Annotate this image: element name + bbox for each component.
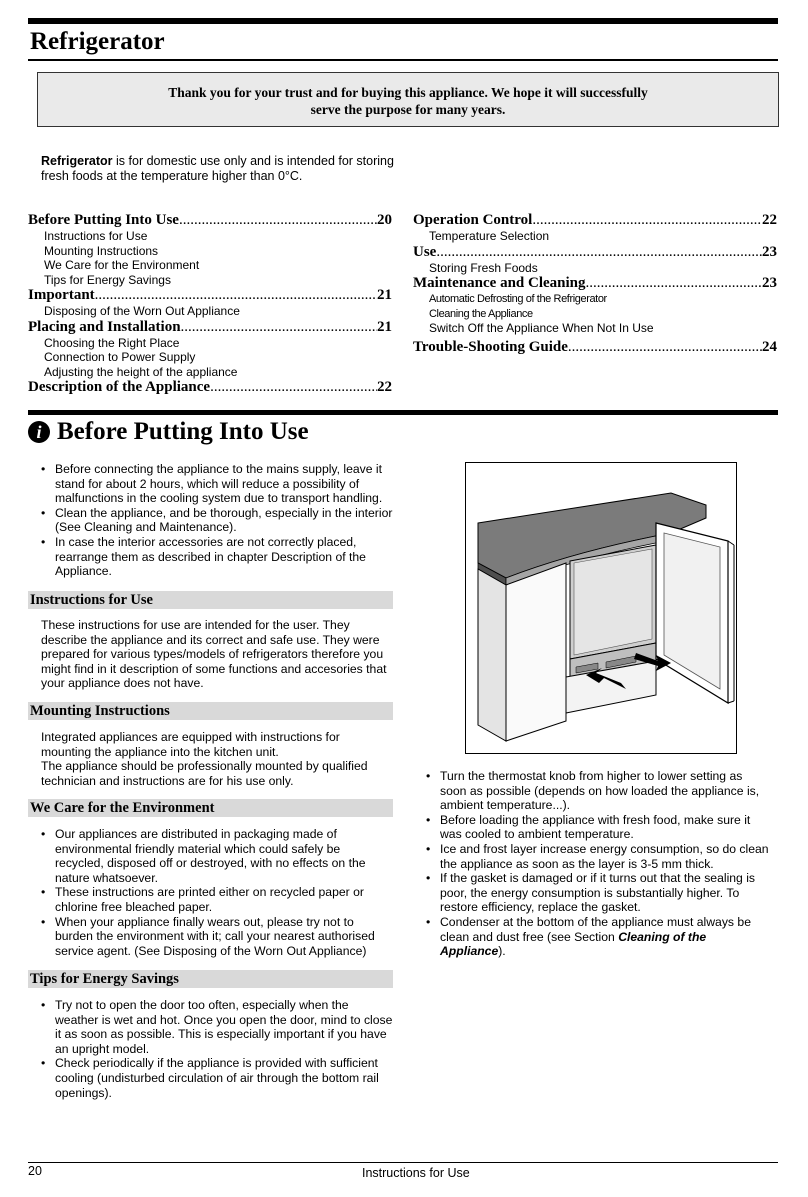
- list-item: • If the gasket is damaged or if it turns out that the sealing is poor, the energy consumption is substantially higher. To restore efficiency, replace the gasket.: [426, 871, 771, 915]
- toc-sub-item[interactable]: Tips for Energy Savings: [44, 272, 171, 287]
- environment-heading: We Care for the Environment: [28, 799, 393, 817]
- appliance-drawing: [466, 463, 736, 753]
- mounting-heading: Mounting Instructions: [28, 702, 393, 720]
- list-item: • Condenser at the bottom of the appliance must always be clean and dust free (see Section Cleaning of the Appliance).: [426, 915, 771, 959]
- section-title: Before Putting Into Use: [57, 418, 309, 445]
- toc-sub-item[interactable]: Storing Fresh Foods: [429, 260, 538, 275]
- title-rule: [28, 59, 778, 61]
- intro-paragraph: [41, 154, 401, 184]
- list-item: • Ice and frost layer increase energy consumption, so do clean the appliance as soon as the layer is 3-5 mm thick.: [426, 842, 771, 871]
- toc-entry[interactable]: Use ..... 23: [413, 244, 777, 261]
- toc-left: [28, 212, 392, 396]
- toc-entry[interactable]: Maintenance and Cleaning ..... 23: [413, 275, 777, 292]
- toc-sub-item[interactable]: Disposing of the Worn Out Appliance: [44, 304, 240, 318]
- list-item: • Before loading the appliance with fresh food, make sure it was cooled to ambient temperature.: [426, 813, 771, 842]
- info-icon: i: [28, 421, 50, 443]
- toc-sub-item[interactable]: Temperature Selection: [429, 229, 550, 243]
- list-item: • Clean the appliance, and be thorough, especially in the interior (See Cleaning and Maintenance).: [41, 506, 393, 535]
- document-title: Refrigerator: [30, 28, 165, 55]
- instructions-text: These instructions for use are intended for the user. They describe the appliance and its correct and safe use. They were prepared for various types/models of refrigerators therefore you might find in it description of some functions and accesories that your appliance does not have.: [41, 618, 387, 691]
- section-heading: [28, 418, 309, 446]
- toc-entry[interactable]: Trouble-Shooting Guide ..... 24: [413, 339, 777, 356]
- toc-entry[interactable]: Operation Control ..... 22: [413, 212, 777, 229]
- mounting-line-1: Integrated appliances are equipped with instructions for mounting the appliance into the kitchen unit.: [41, 730, 340, 759]
- toc-entry[interactable]: Important ..... 21: [28, 287, 392, 304]
- list-item: • When your appliance finally wears out, please try not to burden the environment with it; call your nearest authorised service agent. (See Disposing of the Worn Out Appliance): [41, 915, 381, 959]
- list-item: • These instructions are printed either on recycled paper or chlorine free bleached paper.: [41, 885, 381, 914]
- mounting-line-2: The appliance should be professionally mounted by qualified technician and instructions are for his use only.: [41, 759, 368, 788]
- toc-sub-item[interactable]: Switch Off the Appliance When Not In Use: [429, 321, 654, 335]
- list-item: • Before connecting the appliance to the mains supply, leave it stand for about 2 hours, which will reduce a possibility of malfunctions in the cooling system due to transport handling.: [41, 462, 393, 506]
- mounting-text: [41, 730, 393, 788]
- footer-rule: [28, 1162, 778, 1163]
- cross-reference[interactable]: Cleaning of the Appliance: [440, 929, 707, 959]
- list-item: • Check periodically if the appliance is provided with sufficient cooling (undisturbed circulation of air through the bottom rail openings).: [41, 1056, 393, 1100]
- toc-sub-item[interactable]: Instructions for Use: [44, 229, 148, 243]
- toc-sub-item[interactable]: Connection to Power Supply: [44, 350, 196, 364]
- instructions-heading: Instructions for Use: [28, 591, 393, 609]
- thank-you-box: [37, 72, 779, 127]
- list-item: • Turn the thermostat knob from higher to lower setting as soon as possible (depends on how loaded the appliance is, ambient temperature...).: [426, 769, 771, 813]
- environment-bullets: [41, 827, 381, 958]
- list-item: • In case the interior accessories are not correctly placed, rearrange them as described in chapter Description of the Appliance.: [41, 535, 393, 579]
- section-rule: [28, 410, 778, 415]
- right-bullets: [426, 769, 771, 959]
- toc-sub-item[interactable]: Cleaning the Appliance: [429, 307, 533, 320]
- toc-right: [413, 212, 777, 356]
- toc-sub-item[interactable]: Mounting Instructions: [44, 243, 159, 258]
- energy-heading: Tips for Energy Savings: [28, 970, 393, 988]
- intro-bullets: [41, 462, 393, 579]
- toc-sub-item[interactable]: Choosing the Right Place: [44, 335, 180, 350]
- list-item: • Try not to open the door too often, especially when the weather is wet and hot. Once you open the door, mind to close it as soon as possible. This is especially important if you have an upright model.: [41, 998, 393, 1056]
- appliance-illustration: [465, 462, 737, 754]
- toc-entry[interactable]: Placing and Installation ..... 21: [28, 319, 392, 336]
- toc-sub-item[interactable]: Adjusting the height of the appliance: [44, 364, 238, 379]
- intro-text: is for domestic use only and is intended for storing fresh foods at the temperature higher than 0°C.: [41, 154, 394, 183]
- thank-you-line-2: serve the purpose for many years.: [310, 102, 506, 117]
- toc-sub-item[interactable]: We Care for the Environment: [44, 258, 200, 272]
- list-item: • Our appliances are distributed in packaging made of environmental friendly material which could safely be recycled, disposed off or destroyed, with no effects on the nature whatsoever.: [41, 827, 381, 885]
- page-number: 20: [28, 1164, 42, 1178]
- intro-bold: Refrigerator: [41, 154, 113, 168]
- toc-entry[interactable]: Description of the Appliance ..... 22: [28, 379, 392, 396]
- toc-sub-item[interactable]: Automatic Defrosting of the Refrigerator: [429, 293, 607, 305]
- thank-you-line-1: Thank you for your trust and for buying this appliance. We hope it will successfully: [168, 85, 648, 100]
- top-rule: [28, 18, 778, 24]
- toc-entry[interactable]: Before Putting Into Use ..... 20: [28, 212, 392, 229]
- energy-bullets: [41, 998, 393, 1100]
- footer-text: Instructions for Use: [362, 1166, 470, 1180]
